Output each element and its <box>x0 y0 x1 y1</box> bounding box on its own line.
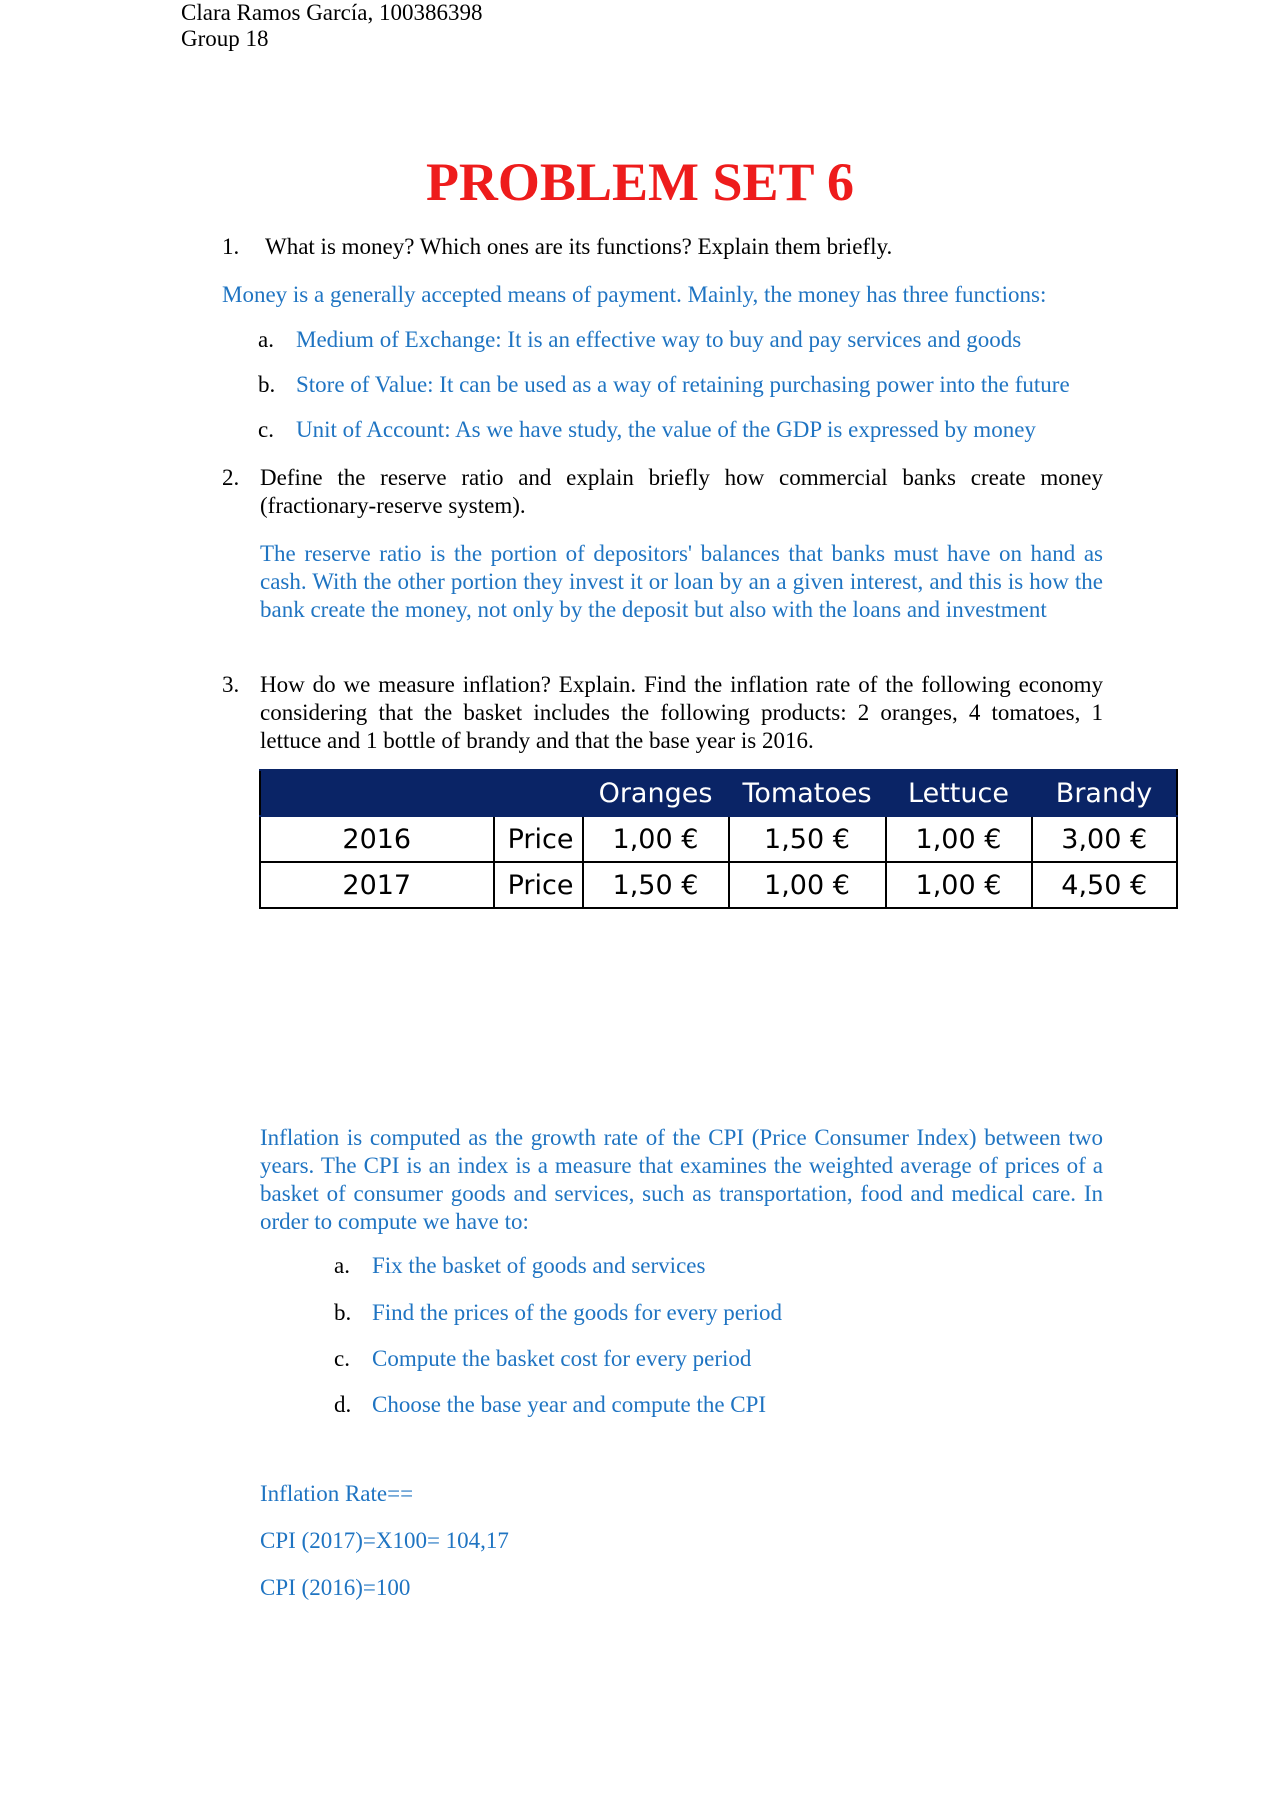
inflation-rate-line: Inflation Rate== <box>260 1481 414 1506</box>
q3-answer: Inflation is computed as the growth rate of the CPI (Price Consumer Index) between two years. The CPI is an index is a measure that examines the weighted average of prices of a basket of consumer goods and services, such as transportation, food and medical care. In order to compute we have to: <box>260 1125 1103 1234</box>
table-header-blank <box>494 770 583 816</box>
table-cell: 1,00 € <box>886 816 1032 862</box>
q1-question: What is money? Which ones are its functions? Explain them briefly. <box>265 234 893 259</box>
function-marker: a. <box>258 327 274 352</box>
table-header-cell: Oranges <box>583 770 729 816</box>
table-header-blank <box>260 770 494 816</box>
step-marker: c. <box>334 1346 350 1371</box>
table-cell: 3,00 € <box>1032 816 1178 862</box>
function-text: Medium of Exchange: It is an effective way to buy and pay services and goods <box>296 327 1022 352</box>
table-label-cell: Price <box>494 816 583 862</box>
table-header-cell: Lettuce <box>886 770 1032 816</box>
table-year-cell: 2016 <box>260 816 494 862</box>
table-header-row <box>260 770 1177 816</box>
table-header-cell: Tomatoes <box>729 770 886 816</box>
q2-answer: The reserve ratio is the portion of depositors' balances that banks must have on hand as cash. With the other portion they invest it or loan by an a given interest, and this is how the bank create the money, not only by the deposit but also with the loans and investment <box>260 541 1103 622</box>
price-table <box>259 769 1178 909</box>
table-row <box>260 862 1177 908</box>
table-cell: 1,00 € <box>886 862 1032 908</box>
q3-number: 3. <box>222 672 240 697</box>
q1-answer: Money is a generally accepted means of payment. Mainly, the money has three functions: <box>222 282 1047 307</box>
cpi-2017-line: CPI (2017)=X100= 104,17 <box>260 1528 509 1553</box>
table-cell: 4,50 € <box>1032 862 1178 908</box>
function-marker: c. <box>258 417 274 442</box>
step-text: Compute the basket cost for every period <box>372 1346 752 1371</box>
table-cell: 1,50 € <box>583 862 729 908</box>
function-text: Unit of Account: As we have study, the value of the GDP is expressed by money <box>296 417 1036 442</box>
function-marker: b. <box>258 372 276 397</box>
q2-question: Define the reserve ratio and explain briefly how commercial banks create money (fractionary-reserve system). <box>260 465 1103 518</box>
page-title: PROBLEM SET 6 <box>425 152 855 212</box>
table-cell: 1,50 € <box>729 816 886 862</box>
step-marker: b. <box>334 1300 352 1325</box>
step-text: Find the prices of the goods for every period <box>372 1300 783 1325</box>
table-row <box>260 816 1177 862</box>
step-marker: d. <box>334 1392 352 1417</box>
step-text: Fix the basket of goods and services <box>372 1253 706 1278</box>
table-header-cell: Brandy <box>1032 770 1178 816</box>
function-text: Store of Value: It can be used as a way of retaining purchasing power into the future <box>296 372 1070 397</box>
step-text: Choose the base year and compute the CPI <box>372 1392 767 1417</box>
q2-number: 2. <box>222 465 240 490</box>
q1-number: 1. <box>222 234 240 259</box>
q3-question: How do we measure inflation? Explain. Find the inflation rate of the following economy considering that the basket includes the following products: 2 oranges, 4 tomatoes, 1 lettuce and 1 bottle of brandy and that the base year is 2016. <box>260 672 1103 753</box>
table-cell: 1,00 € <box>583 816 729 862</box>
table-cell: 1,00 € <box>729 862 886 908</box>
author-line: Clara Ramos García, 100386398 <box>181 0 483 25</box>
table-label-cell: Price <box>494 862 583 908</box>
group-line: Group 18 <box>181 26 269 51</box>
step-marker: a. <box>334 1253 350 1278</box>
cpi-2016-line: CPI (2016)=100 <box>260 1575 411 1600</box>
table-year-cell: 2017 <box>260 862 494 908</box>
